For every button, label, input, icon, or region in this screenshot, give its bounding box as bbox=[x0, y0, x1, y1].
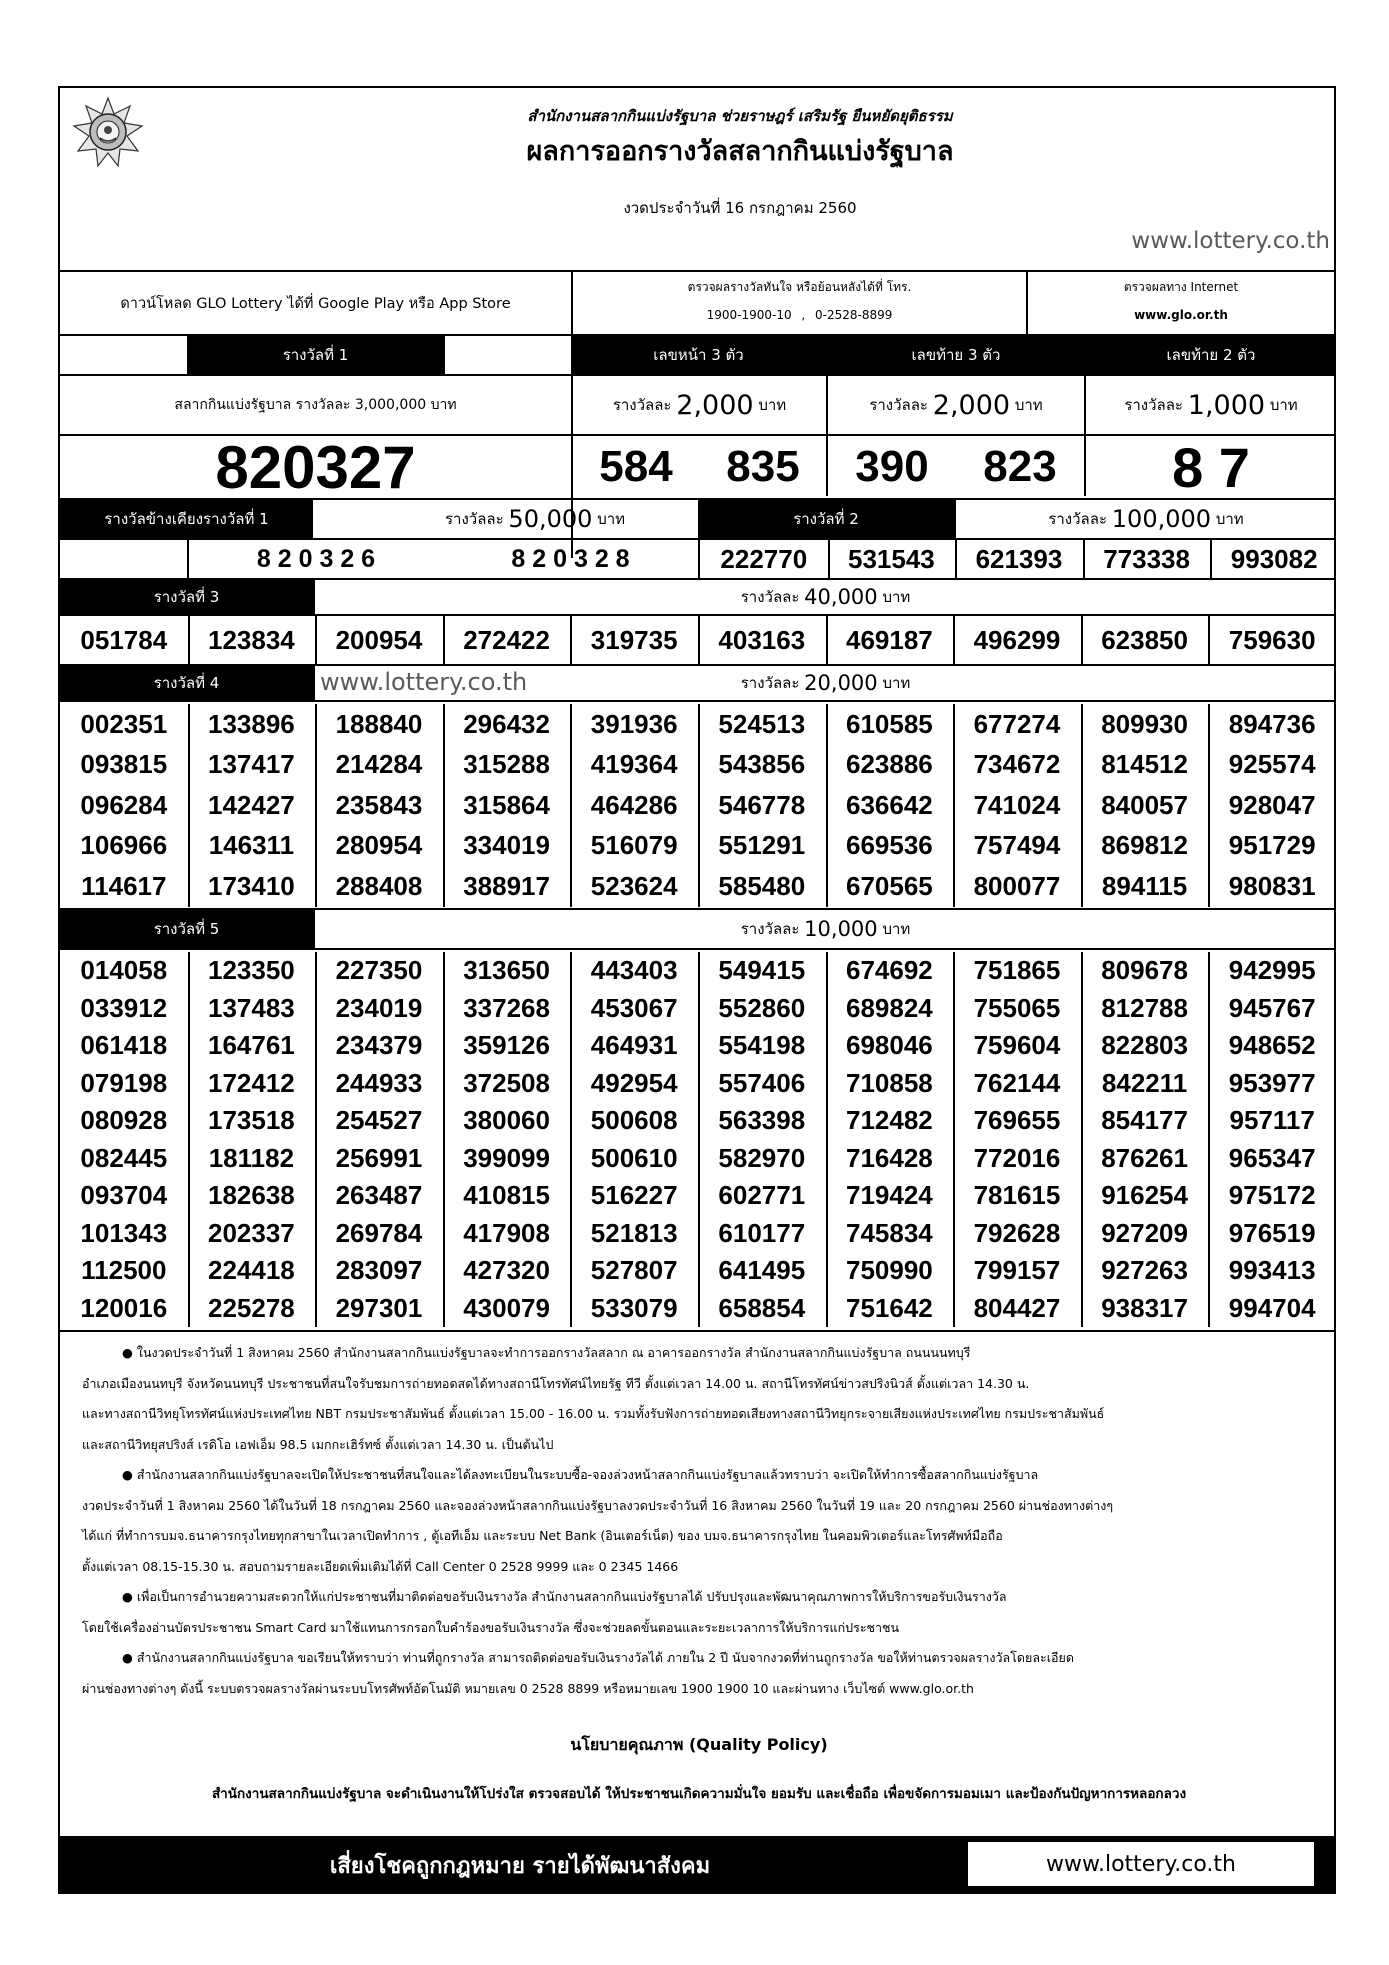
column-divider bbox=[1081, 704, 1083, 907]
fifth-prize-number: 297301 bbox=[335, 1292, 423, 1323]
fifth-prize-number: 080928 bbox=[80, 1105, 168, 1136]
fifth-prize-number: 762144 bbox=[973, 1067, 1061, 1098]
fifth-prize-number: 745834 bbox=[846, 1217, 933, 1248]
prize-unit: บาท bbox=[758, 396, 787, 414]
fourth-prize-number: 173410 bbox=[208, 870, 295, 901]
last2-number: 8 7 bbox=[1172, 435, 1250, 499]
third-prize-number: 200954 bbox=[335, 624, 423, 655]
fourth-prize-number: 951729 bbox=[1228, 830, 1316, 861]
announcement-line: ได้แก่ ที่ทำการบมจ.ธนาคารกรุงไทยทุกสาขาในเวลาเปิดทำการ , ตู้เอทีเอ็ม และระบบ Net Bank (อินเตอร์เน็ต) ของ บมจ.ธนาคารกรุงไทย ในคอมพิวเตอร์และโทรศัพท์มือถือ bbox=[82, 1528, 1003, 1543]
column-divider bbox=[443, 616, 445, 664]
fourth-prize-number: 894115 bbox=[1101, 870, 1188, 901]
fifth-prize-number: 554198 bbox=[718, 1030, 806, 1061]
fifth-prize-number: 234379 bbox=[335, 1030, 423, 1061]
column-divider bbox=[1081, 952, 1083, 1327]
prize-amount: 40,000 bbox=[804, 585, 878, 609]
column-divider bbox=[188, 616, 190, 664]
fifth-prize-amount bbox=[315, 910, 1336, 948]
announcement-line: ผ่านช่องทางต่างๆ ดังนี้ ระบบตรวจผลรางวัลผ่านระบบโทรศัพท์อัตโนมัติ หมายเลข 0 2528 8899 หรือหมายเลข 1900 1900 10 และผ่านทาง เว็บไซต์ www.glo.or.th bbox=[82, 1680, 974, 1696]
fourth-prize-number: 543856 bbox=[718, 749, 806, 780]
last3-prize bbox=[828, 376, 1084, 434]
fifth-prize-number: 674692 bbox=[846, 955, 933, 986]
fifth-prize-number: 993413 bbox=[1228, 1255, 1316, 1286]
phone-numbers: 1900-1900-10 , 0-2528-8899 bbox=[706, 308, 893, 322]
column-divider bbox=[570, 952, 572, 1327]
announcements bbox=[82, 1338, 1322, 1718]
fourth-prize-number: 670565 bbox=[846, 870, 933, 901]
fourth-prize-number: 214284 bbox=[335, 749, 423, 780]
column-divider bbox=[315, 704, 317, 907]
fifth-prize-number: 492954 bbox=[590, 1067, 678, 1098]
fourth-prize-number: 869812 bbox=[1101, 830, 1188, 861]
quality-policy-heading: นโยบายคุณภาพ (Quality Policy) bbox=[570, 1734, 828, 1754]
fifth-prize-number: 516227 bbox=[590, 1180, 678, 1211]
fourth-prize-number: 585480 bbox=[718, 870, 806, 901]
fourth-prize-number: 137417 bbox=[208, 749, 295, 780]
fourth-prize-number: 516079 bbox=[590, 830, 678, 861]
fifth-prize-number: 181182 bbox=[208, 1142, 295, 1173]
download-info: ดาวน์โหลด GLO Lottery ได้ที่ Google Play หรือ App Store bbox=[120, 295, 511, 312]
column-divider bbox=[188, 952, 190, 1327]
prize-amount: 10,000 bbox=[804, 917, 878, 941]
org-motto: สำนักงานสลากกินแบ่งรัฐบาล ช่วยราษฎร์ เสริมรัฐ ยืนหยัดยุติธรรม bbox=[527, 107, 953, 125]
fifth-prize-number: 719424 bbox=[846, 1180, 933, 1211]
fifth-prize-number: 563398 bbox=[718, 1105, 806, 1136]
third-prize-number: 469187 bbox=[846, 624, 933, 655]
fifth-prize-number: 854177 bbox=[1101, 1105, 1188, 1136]
fifth-prize-number: 552860 bbox=[718, 992, 806, 1023]
second-prize-amount bbox=[956, 500, 1336, 538]
fifth-prize-number: 927263 bbox=[1101, 1255, 1188, 1286]
prize-unit: บาท bbox=[1014, 396, 1043, 414]
column-divider bbox=[826, 616, 828, 664]
fifth-prize-number: 079198 bbox=[80, 1067, 168, 1098]
fifth-prize-number: 372508 bbox=[463, 1067, 550, 1098]
fourth-prize-amount bbox=[315, 666, 1336, 700]
fifth-prize-number: 112500 bbox=[81, 1255, 167, 1286]
column-divider bbox=[698, 704, 700, 907]
fourth-prize-number: 280954 bbox=[335, 830, 423, 861]
fourth-prize-number: 106966 bbox=[80, 830, 168, 861]
fifth-prize-number: 557406 bbox=[718, 1067, 806, 1098]
third-prize-number: 403163 bbox=[718, 624, 806, 655]
fifth-prize-number: 957117 bbox=[1229, 1105, 1315, 1136]
fifth-prize-number: 427320 bbox=[463, 1255, 550, 1286]
last3-label: เลขท้าย 3 ตัว bbox=[828, 336, 1084, 374]
column-divider bbox=[828, 540, 830, 578]
front3-number-2: 835 bbox=[726, 442, 800, 491]
column-divider bbox=[443, 704, 445, 907]
internet-site: www.glo.or.th bbox=[1134, 308, 1228, 322]
fifth-prize-number: 804427 bbox=[973, 1292, 1061, 1323]
fifth-prize-number: 842211 bbox=[1101, 1067, 1188, 1098]
near-first-number-1: 8 2 0 3 2 6 bbox=[256, 544, 376, 573]
first-prize-number: 820327 bbox=[215, 433, 416, 501]
fifth-prize-number: 182638 bbox=[208, 1180, 295, 1211]
fourth-watermark: www.lottery.co.th bbox=[320, 668, 528, 696]
fourth-prize-number: 800077 bbox=[973, 870, 1061, 901]
phone-label: ตรวจผลรางวัลทันใจ หรือย้อนหลังได้ที่ โทร. bbox=[687, 279, 912, 294]
announcement-line: ● สำนักงานสลากกินแบ่งรัฐบาลจะเปิดให้ประชาชนที่สนใจและได้ลงทะเบียนในระบบซื้อ-จองล่วงหน้าสลากกินแบ่งรัฐบาลแล้วทราบว่า จะเปิดให้ทำการซื้อสลากกินแบ่งรัฐบาล bbox=[122, 1467, 1039, 1482]
third-prize-number: 272422 bbox=[463, 624, 550, 655]
fifth-prize-number: 283097 bbox=[335, 1255, 423, 1286]
prize-prefix: รางวัลละ bbox=[869, 396, 928, 414]
second-prize-number: 773338 bbox=[1103, 543, 1190, 574]
fourth-prize-number: 840057 bbox=[1101, 789, 1188, 820]
fifth-prize-number: 772016 bbox=[973, 1142, 1061, 1173]
announcement-line: และทางสถานีวิทยุโทรทัศน์แห่งประเทศไทย NBT กรมประชาสัมพันธ์ ตั้งแต่เวลา 15.00 - 16.00 น. รวมทั้งรับฟังการถ่ายทอดเสียงทางสถานีวิทยุกระจายเสียงแห่งประเทศไทย กรมประชาสัมพันธ์ bbox=[82, 1406, 1105, 1421]
fifth-prize-number: 712482 bbox=[846, 1105, 933, 1136]
fifth-prize-number: 750990 bbox=[846, 1255, 933, 1286]
prize-prefix: รางวัลละ bbox=[740, 674, 800, 692]
prize-unit: บาท bbox=[882, 920, 911, 938]
fifth-prize-number: 173518 bbox=[208, 1105, 295, 1136]
front3-label: เลขหน้า 3 ตัว bbox=[571, 336, 826, 374]
fifth-prize-number: 965347 bbox=[1228, 1142, 1316, 1173]
fifth-prize-number: 781615 bbox=[973, 1180, 1061, 1211]
prize-unit: บาท bbox=[882, 588, 911, 606]
fourth-prize-label: รางวัลที่ 4 bbox=[60, 666, 313, 700]
fifth-prize-number: 120016 bbox=[80, 1292, 168, 1323]
third-prize-number: 623850 bbox=[1101, 624, 1188, 655]
fourth-prize-number: 524513 bbox=[718, 708, 806, 739]
fifth-prize-number: 799157 bbox=[973, 1255, 1061, 1286]
fourth-prize-number: 235843 bbox=[335, 789, 423, 820]
fifth-prize-number: 812788 bbox=[1101, 992, 1188, 1023]
second-prize-label: รางวัลที่ 2 bbox=[698, 500, 954, 538]
last3-number-1: 390 bbox=[855, 442, 929, 491]
column-divider bbox=[953, 616, 955, 664]
fourth-prize-number: 464286 bbox=[590, 789, 678, 820]
fifth-prize-number: 244933 bbox=[335, 1067, 423, 1098]
fifth-prize-number: 225278 bbox=[208, 1292, 295, 1323]
draw-date: งวดประจำวันที่ 16 กรกฎาคม 2560 bbox=[623, 199, 857, 217]
fourth-prize-number: 296432 bbox=[463, 708, 550, 739]
second-prize-number: 621393 bbox=[975, 543, 1063, 574]
second-prize-number: 531543 bbox=[848, 543, 935, 574]
front3-prize bbox=[573, 376, 826, 434]
near-first-number-2: 8 2 0 3 2 8 bbox=[511, 544, 630, 573]
prize-prefix: รางวัลละ bbox=[740, 920, 800, 938]
fifth-prize-number: 976519 bbox=[1228, 1217, 1316, 1248]
fifth-prize-number: 948652 bbox=[1228, 1030, 1316, 1061]
fifth-prize-number: 755065 bbox=[973, 992, 1061, 1023]
front3-number-1: 584 bbox=[599, 442, 673, 491]
fifth-prize-number: 769655 bbox=[973, 1105, 1061, 1136]
fourth-prize-number: 315864 bbox=[463, 789, 550, 820]
fifth-prize-number: 256991 bbox=[335, 1142, 423, 1173]
column-divider bbox=[1208, 616, 1210, 664]
fourth-prize-number: 623886 bbox=[846, 749, 933, 780]
fifth-prize-number: 689824 bbox=[846, 992, 933, 1023]
fourth-prize-number: 546778 bbox=[718, 789, 806, 820]
fourth-prize-number: 133896 bbox=[208, 708, 295, 739]
prize-amount: 100,000 bbox=[1111, 505, 1212, 533]
column-divider bbox=[188, 704, 190, 907]
fourth-prize-number: 809930 bbox=[1101, 708, 1188, 739]
fourth-prize-number: 114617 bbox=[81, 870, 167, 901]
fifth-prize-number: 254527 bbox=[335, 1105, 423, 1136]
fourth-prize-number: 677274 bbox=[973, 708, 1061, 739]
fifth-prize-number: 751642 bbox=[846, 1292, 933, 1323]
fifth-prize-number: 994704 bbox=[1228, 1292, 1316, 1323]
fifth-prize-number: 658854 bbox=[718, 1292, 806, 1323]
near-first-label: รางวัลข้างเคียงรางวัลที่ 1 bbox=[60, 500, 313, 538]
fifth-prize-number: 410815 bbox=[463, 1180, 550, 1211]
fourth-prize-number: 636642 bbox=[846, 789, 933, 820]
fifth-prize-number: 202337 bbox=[208, 1217, 295, 1248]
fifth-prize-number: 430079 bbox=[463, 1292, 550, 1323]
announcement-line: ● ในงวดประจำวันที่ 1 สิงหาคม 2560 สำนักงานสลากกินแบ่งรัฐบาลจะทำการออกรางวัลสลาก ณ อาคารออกรางวัล สำนักงานสลากกินแบ่งรัฐบาล ถนนนนทบุรี bbox=[122, 1345, 971, 1360]
footer-slogan: เสี่ยงโชคถูกกฎหมาย รายได้พัฒนาสังคม bbox=[329, 1852, 711, 1879]
third-prize-number: 759630 bbox=[1228, 624, 1316, 655]
fifth-prize-number: 380060 bbox=[463, 1105, 550, 1136]
column-divider bbox=[315, 952, 317, 1327]
prize-prefix: รางวัลละ bbox=[1124, 396, 1183, 414]
fifth-prize-number: 227350 bbox=[335, 955, 423, 986]
fifth-prize-number: 224418 bbox=[208, 1255, 295, 1286]
last2-prize bbox=[1086, 376, 1336, 434]
fifth-prize-number: 417908 bbox=[463, 1217, 550, 1248]
announcement-line: ตั้งแต่เวลา 08.15-15.30 น. สอบถามรายละเอียดเพิ่มเติมได้ที่ Call Center 0 2528 9999 และ 0 2345 1466 bbox=[82, 1558, 679, 1574]
fifth-prize-number: 082445 bbox=[80, 1142, 168, 1173]
fifth-prize-number: 061418 bbox=[80, 1030, 168, 1061]
fourth-prize-number: 669536 bbox=[846, 830, 933, 861]
fifth-prize-number: 033912 bbox=[80, 992, 168, 1023]
prize-unit: บาท bbox=[597, 510, 626, 528]
prize-prefix: รางวัลละ bbox=[740, 588, 800, 606]
fourth-prize-number: 391936 bbox=[590, 708, 678, 739]
fifth-prize-number: 610177 bbox=[718, 1217, 806, 1248]
fifth-prize-number: 716428 bbox=[846, 1142, 933, 1173]
fourth-prize-number: 814512 bbox=[1101, 749, 1188, 780]
announcement-line: งวดประจำวันที่ 1 สิงหาคม 2560 ได้ในวันที่ 18 กรกฎาคม 2560 และจองล่วงหน้าสลากกินแบ่งรัฐบาลงวดประจำวันที่ 16 สิงหาคม 2560 ในวันที่ 19 และ 20 กรกฎาคม 2560 ผ่านช่องทางต่างๆ bbox=[82, 1497, 1114, 1513]
column-divider bbox=[315, 616, 317, 664]
fifth-prize-number: 876261 bbox=[1101, 1142, 1188, 1173]
prize-amount: 20,000 bbox=[804, 671, 878, 695]
fourth-prize-number: 093815 bbox=[80, 749, 168, 780]
fourth-prize-number: 096284 bbox=[80, 789, 168, 820]
fifth-prize-number: 164761 bbox=[208, 1030, 295, 1061]
fifth-prize-number: 443403 bbox=[590, 955, 678, 986]
fifth-prize-number: 822803 bbox=[1101, 1030, 1188, 1061]
fifth-prize-number: 101343 bbox=[80, 1217, 168, 1248]
first-prize-desc: สลากกินแบ่งรัฐบาล รางวัลละ 3,000,000 บาท bbox=[174, 397, 457, 413]
prize-unit: บาท bbox=[1215, 510, 1244, 528]
column-divider bbox=[1210, 540, 1212, 578]
page-title: ผลการออกรางวัลสลากกินแบ่งรัฐบาล bbox=[526, 135, 954, 167]
column-divider bbox=[1083, 540, 1085, 578]
third-prize-label: รางวัลที่ 3 bbox=[60, 580, 313, 614]
fifth-prize-number: 453067 bbox=[590, 992, 678, 1023]
fourth-prize-number: 142427 bbox=[208, 789, 295, 820]
fifth-prize-number: 527807 bbox=[590, 1255, 678, 1286]
fourth-prize-number: 002351 bbox=[80, 708, 168, 739]
fifth-prize-number: 337268 bbox=[463, 992, 550, 1023]
third-prize-amount bbox=[315, 580, 1336, 614]
fifth-prize-number: 641495 bbox=[718, 1255, 806, 1286]
header-website: www.lottery.co.th bbox=[1131, 228, 1330, 254]
column-divider bbox=[698, 952, 700, 1327]
fourth-prize-number: 523624 bbox=[590, 870, 678, 901]
second-prize-number: 222770 bbox=[720, 543, 808, 574]
fifth-prize-label: รางวัลที่ 5 bbox=[60, 910, 313, 948]
fourth-prize-number: 610585 bbox=[846, 708, 933, 739]
fifth-prize-number: 137483 bbox=[208, 992, 295, 1023]
fifth-prize-number: 500608 bbox=[590, 1105, 678, 1136]
glo-seal-icon bbox=[72, 96, 144, 168]
column-divider bbox=[826, 704, 828, 907]
fourth-prize-number: 288408 bbox=[335, 870, 423, 901]
fourth-prize-number: 419364 bbox=[590, 749, 678, 780]
fifth-prize-number: 759604 bbox=[973, 1030, 1061, 1061]
last3-number-2: 823 bbox=[983, 442, 1057, 491]
fifth-prize-number: 945767 bbox=[1228, 992, 1316, 1023]
fifth-prize-number: 698046 bbox=[846, 1030, 933, 1061]
quality-policy-text: สำนักงานสลากกินแบ่งรัฐบาล จะดำเนินงานให้โปร่งใส ตรวจสอบได้ ให้ประชาชนเกิดความมั่นใจ ยอมรับ และเชื่อถือ เพื่อขจัดการมอมเมา และป้องกันปัญหาการหลอกลวง bbox=[211, 1786, 1187, 1802]
fourth-prize-number: 928047 bbox=[1228, 789, 1316, 820]
fifth-prize-number: 269784 bbox=[335, 1217, 423, 1248]
fifth-prize-number: 521813 bbox=[590, 1217, 678, 1248]
prize-unit: บาท bbox=[1269, 396, 1298, 414]
footer-website: www.lottery.co.th bbox=[968, 1842, 1314, 1886]
third-prize-number: 496299 bbox=[973, 624, 1061, 655]
fourth-prize-number: 757494 bbox=[973, 830, 1061, 861]
column-divider bbox=[953, 952, 955, 1327]
fifth-prize-number: 927209 bbox=[1101, 1217, 1188, 1248]
fifth-prize-number: 916254 bbox=[1101, 1180, 1188, 1211]
fifth-prize-number: 123350 bbox=[208, 955, 295, 986]
column-divider bbox=[698, 616, 700, 664]
lottery-results-sheet bbox=[58, 86, 1336, 1892]
column-divider bbox=[1081, 616, 1083, 664]
fourth-prize-number: 551291 bbox=[718, 830, 806, 861]
fifth-prize-number: 975172 bbox=[1228, 1180, 1316, 1211]
fourth-prize-number: 894736 bbox=[1228, 708, 1316, 739]
announcement-line: โดยใช้เครื่องอ่านบัตรประชาชน Smart Card มาใช้แทนการกรอกใบคำร้องขอรับเงินรางวัล ซึ่งจะช่วยลดขั้นตอนและระยะเวลาการให้บริการแก่ประชาชน bbox=[82, 1619, 900, 1635]
fourth-prize-number: 334019 bbox=[463, 830, 550, 861]
column-divider bbox=[955, 540, 957, 578]
fifth-prize-number: 093704 bbox=[80, 1180, 168, 1211]
third-prize-number: 123834 bbox=[208, 624, 295, 655]
fourth-prize-number: 388917 bbox=[463, 870, 550, 901]
prize-amount: 1,000 bbox=[1187, 389, 1266, 421]
column-divider bbox=[1208, 704, 1210, 907]
fifth-prize-number: 172412 bbox=[208, 1067, 295, 1098]
fifth-prize-number: 942995 bbox=[1228, 955, 1316, 986]
fifth-prize-number: 263487 bbox=[335, 1180, 423, 1211]
announcement-line: และสถานีวิทยุสปริงส์ เรดิโอ เอฟเอ็ม 98.5 เมกกะเฮิร์ทซ์ ตั้งแต่เวลา 14.30 น. เป็นต้นไป bbox=[82, 1436, 554, 1452]
fifth-prize-number: 234019 bbox=[335, 992, 423, 1023]
last2-label: เลขท้าย 2 ตัว bbox=[1086, 336, 1336, 374]
fifth-prize-number: 399099 bbox=[463, 1142, 550, 1173]
fifth-prize-number: 938317 bbox=[1101, 1292, 1188, 1323]
fifth-prize-number: 464931 bbox=[590, 1030, 678, 1061]
second-prize-number: 993082 bbox=[1230, 543, 1318, 574]
announcement-line: ● สำนักงานสลากกินแบ่งรัฐบาล ขอเรียนให้ทราบว่า ท่านที่ถูกรางวัล สามารถติดต่อขอรับเงินรางวัลได้ ภายใน 2 ปี นับจากงวดที่ท่านถูกรางวัล ขอให้ท่านตรวจผลรางวัลโดยละเอียด bbox=[122, 1650, 1074, 1665]
fourth-prize-number: 315288 bbox=[463, 749, 550, 780]
first-prize-label: รางวัลที่ 1 bbox=[188, 336, 443, 374]
announcement-line: ● เพื่อเป็นการอำนวยความสะดวกให้แก่ประชาชนที่มาติดต่อขอรับเงินรางวัล สำนักงานสลากกินแบ่งรัฐบาลได้ ปรับปรุงและพัฒนาคุณภาพการให้บริการขอรับเงินรางวัล bbox=[122, 1589, 1007, 1604]
fifth-prize-number: 953977 bbox=[1228, 1067, 1316, 1098]
column-divider bbox=[570, 704, 572, 907]
fifth-prize-number: 602771 bbox=[718, 1180, 806, 1211]
prize-amount: 2,000 bbox=[932, 389, 1011, 421]
prize-prefix: รางวัลละ bbox=[612, 396, 672, 414]
announcement-line: อำเภอเมืองนนทบุรี จังหวัดนนทบุรี ประชาชนที่สนใจรับชมการถ่ายทอดสดได้ทางสถานีโทรทัศน์ไทยรัฐ ทีวี ตั้งแต่เวลา 14.00 น. สถานีโทรทัศน์ข่าวสปริงนิวส์ ตั้งแต่เวลา 14.30 น. bbox=[82, 1375, 1030, 1391]
fourth-prize-number: 146311 bbox=[208, 830, 295, 861]
column-divider bbox=[570, 616, 572, 664]
internet-label: ตรวจผลทาง Internet bbox=[1123, 279, 1239, 294]
fourth-prize-number: 188840 bbox=[335, 708, 423, 739]
fifth-prize-number: 792628 bbox=[973, 1217, 1061, 1248]
fifth-prize-number: 533079 bbox=[590, 1292, 678, 1323]
column-divider bbox=[443, 952, 445, 1327]
fourth-prize-number: 980831 bbox=[1228, 870, 1316, 901]
prize-amount: 2,000 bbox=[676, 389, 754, 421]
fourth-prize-number: 741024 bbox=[973, 789, 1061, 820]
fifth-prize-number: 014058 bbox=[80, 955, 168, 986]
fourth-prize-number: 925574 bbox=[1228, 749, 1316, 780]
prize-unit: บาท bbox=[882, 674, 911, 692]
fifth-prize-number: 500610 bbox=[590, 1142, 678, 1173]
column-divider bbox=[953, 704, 955, 907]
prize-prefix: รางวัลละ bbox=[444, 510, 504, 528]
fifth-prize-number: 359126 bbox=[463, 1030, 550, 1061]
fifth-prize-number: 313650 bbox=[463, 955, 550, 986]
fifth-prize-number: 809678 bbox=[1101, 955, 1188, 986]
third-prize-number: 051784 bbox=[80, 624, 168, 655]
prize-prefix: รางวัลละ bbox=[1048, 510, 1107, 528]
fifth-prize-number: 582970 bbox=[718, 1142, 806, 1173]
fifth-prize-number: 710858 bbox=[846, 1067, 933, 1098]
prize-amount: 50,000 bbox=[508, 505, 593, 533]
fifth-prize-number: 751865 bbox=[973, 955, 1061, 986]
column-divider bbox=[1208, 952, 1210, 1327]
column-divider bbox=[826, 952, 828, 1327]
near-first-prize bbox=[315, 500, 755, 538]
fourth-prize-number: 734672 bbox=[973, 749, 1061, 780]
third-prize-number: 319735 bbox=[590, 624, 678, 655]
fifth-prize-number: 549415 bbox=[718, 955, 806, 986]
